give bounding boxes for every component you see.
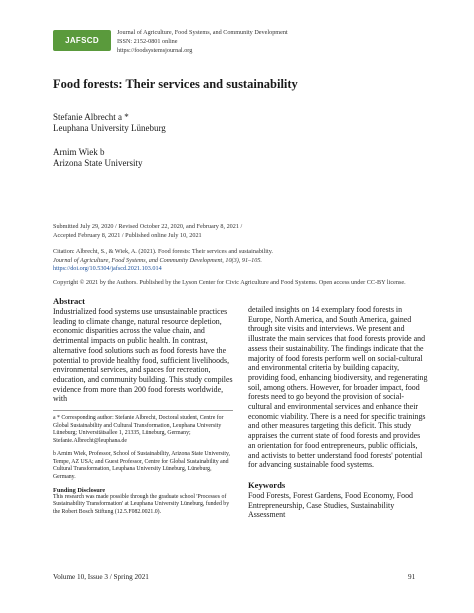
journal-issn: ISSN: 2152-0801 online [117,37,178,45]
citation-line: Journal of Agriculture, Food Systems, and Community Development, 10(3), 91–105. [53,256,262,264]
funding-heading: Funding Disclosure [53,486,106,494]
right-column [248,305,428,520]
author-affiliation: Arizona State University [53,158,143,168]
author-name: Stefanie Albrecht a * [53,112,129,122]
abstract-text-left: Industrialized food systems use unsustainable practices leading to climate change, natural resource depletion, economic disparities across the value chain, and detrimental impacts on public health. In contrast, alternative food solutions such as food forests have the potential to provide healthy food, sufficient livelihoods, environmental services, and spaces for recreation, education, and community building. This study compiles evidence from more than 200 food forests worldwide, with [53,307,233,404]
page-number: 91 [408,573,416,581]
submission-line: Accepted February 8, 2021 / Published online July 10, 2021 [53,231,202,239]
funding-text: This research was made possible through the graduate school 'Processes of Sustainability Transformation' at Leuphana University Lüneburg, funded by the Robert Bosch Stiftung (12.5.F082.0021.0). [53,493,230,516]
author-name: Arnim Wiek b [53,147,105,157]
copyright-notice: Copyright © 2021 by the Authors. Published by the Lyson Center for Civic Agriculture and Food Systems. Open access under CC-BY license. [53,279,406,286]
article-title: Food forests: Their services and sustainability [53,77,298,91]
submission-line: Submitted July 29, 2020 / Revised October 22, 2020, and February 8, 2021 / [53,223,243,230]
left-column [53,296,233,522]
logo-text: JAFSCD [65,36,99,45]
journal-name: Journal of Agriculture, Food Systems, and Community Development [117,29,288,36]
citation-block [53,248,273,274]
keywords-text: Food Forests, Forest Gardens, Food Economy, Food Entrepreneurship, Case Studies, Sustainability Assessment [248,490,413,520]
author-affiliation: Leuphana University Lüneburg [53,123,166,133]
submission-dates [53,223,242,240]
abstract-heading: Abstract [53,296,85,306]
citation-line: Citation: Albrecht, S., & Wiek, A. (2021). Food forests: Their services and sustainability. [53,248,273,255]
doi-link[interactable]: https://doi.org/10.5304/jafscd.2021.103.014 [53,265,162,272]
footnote-b: b Arnim Wiek, Professor, School of Sustainability, Arizona State University, Tempe, AZ USA; and Guest Professor, Centre for Global Sustainability and Cultural Transformation, Leuphana University Lüneburg, Lüneburg, Germany. [53,450,230,480]
journal-logo [53,30,111,51]
footnote-divider [53,410,233,411]
abstract-text-right: detailed insights on 14 exemplary food forests in Europe, North America, and South America, gained through site visits and interviews. We present and illustrate the main services that food forests provide and assess their sustainability. The findings indicate that the majority of food forests perform well on social-cultural and environmental criteria by building capacity, providing food, enhancing biodiversity, and regenerating soil, among others. However, for broader impact, food forests need to go beyond the provision of social-cultural and environmental services and enhance their economic viability. There is a need for specific trainings and other measures targeting this deficit. This study appraises the current state of food forests and provides an orientation for food entrepreneurs, public officials, and activists to better understand food forests' potential for advancing sustainable food systems. [248,305,428,470]
footer-issue: Volume 10, Issue 3 / Spring 2021 [53,573,149,581]
journal-url[interactable]: https://foodsystemsjournal.org [117,46,193,54]
journal-header [117,29,288,55]
footnote-a: a * Corresponding author: Stefanie Albrecht, Doctoral student, Centre for Global Sustainability and Cultural Transformation, Leuphana University Lüneburg; Universitätsallee 1, 21335, Lüneburg, Germany; Stefanie.Albrecht@leuphana.de [53,415,224,445]
author-block [53,112,166,169]
keywords-heading: Keywords [248,479,286,490]
